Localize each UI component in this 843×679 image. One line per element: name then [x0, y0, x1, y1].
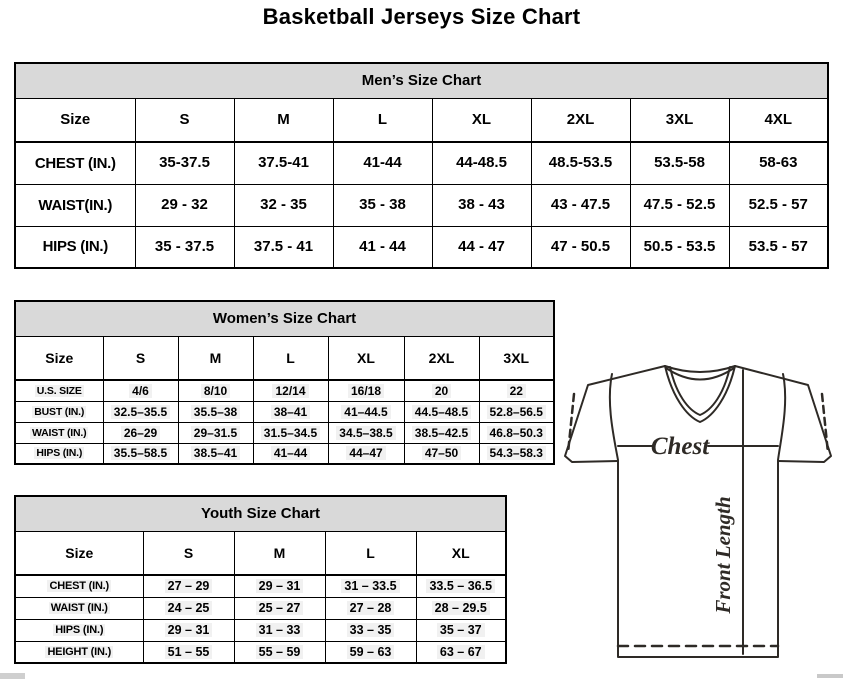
table-cell	[178, 401, 253, 422]
table-cell	[531, 226, 630, 268]
cell-value: 37.5 - 41	[253, 237, 314, 255]
table-cell	[729, 142, 828, 184]
youth-size-table	[14, 495, 507, 664]
cell-value: 24 – 25	[165, 601, 213, 615]
table-row	[15, 226, 828, 268]
table-cell	[328, 401, 404, 422]
table-cell	[253, 380, 328, 401]
cell-value: 46.8–50.3	[487, 426, 546, 440]
right-cuff-dashed-line	[822, 394, 828, 453]
table-cell	[333, 142, 432, 184]
cell-value: 44–47	[346, 446, 385, 460]
table-cell	[416, 641, 506, 663]
cell-value: 20	[432, 384, 451, 398]
cell-value: 52.5 - 57	[748, 196, 808, 213]
cell-value: 4/6	[129, 384, 152, 398]
table-cell	[479, 443, 554, 464]
cell-value: 32.5–35.5	[111, 405, 170, 419]
table-cell	[325, 619, 416, 641]
cell-value: 35 - 37.5	[154, 237, 215, 255]
table-cell	[325, 575, 416, 597]
column-header-m: M	[234, 531, 325, 575]
table-row	[15, 380, 554, 401]
row-label: HIPS (IN.)	[15, 226, 135, 268]
table-cell	[432, 142, 531, 184]
table-cell	[630, 184, 729, 226]
cell-value: 31 – 33.5	[341, 579, 399, 593]
cell-value: 29 – 31	[165, 623, 213, 637]
table-cell	[531, 142, 630, 184]
column-header-size: Size	[15, 336, 103, 380]
table-cell	[479, 422, 554, 443]
cell-value: 44-48.5	[456, 154, 507, 172]
table-row	[15, 142, 828, 184]
jersey-body-outline	[618, 461, 778, 657]
cell-value: 33.5 – 36.5	[426, 579, 495, 593]
column-header-size: Size	[15, 98, 135, 142]
cell-value: 55 – 59	[256, 645, 304, 659]
cell-value: 58-63	[759, 154, 798, 172]
column-header-3xl: 3XL	[479, 336, 554, 380]
cell-value: 33 – 35	[347, 623, 395, 637]
table-cell	[234, 619, 325, 641]
table-cell	[234, 142, 333, 184]
table-cell	[103, 380, 178, 401]
cell-value: 22	[507, 384, 526, 398]
cell-value: 47 - 50.5	[550, 237, 611, 255]
column-header-s: S	[103, 336, 178, 380]
column-header-l: L	[333, 98, 432, 142]
table-cell	[178, 422, 253, 443]
row-label: HIPS (IN.)	[15, 619, 143, 641]
cell-value: 16/18	[348, 384, 384, 398]
column-header-s: S	[135, 98, 234, 142]
cell-value: 52.8–56.5	[487, 405, 546, 419]
table-row	[15, 422, 554, 443]
cell-value: 35.5–38	[191, 405, 240, 419]
left-cuff-dashed-line	[568, 394, 574, 453]
cell-value: 50.5 - 53.5	[643, 237, 716, 255]
row-label: U.S. SIZE	[15, 380, 103, 401]
table-cell	[333, 226, 432, 268]
column-header-2xl: 2XL	[404, 336, 479, 380]
table-row	[15, 641, 506, 663]
cell-value: 53.5-58	[654, 154, 705, 172]
cell-value: 25 – 27	[256, 601, 304, 615]
table-cell	[479, 401, 554, 422]
column-header-size: Size	[15, 531, 143, 575]
cell-value: 53.5 - 57	[748, 237, 808, 255]
row-label: HIPS (IN.)	[15, 443, 103, 464]
cell-value: 34.5–38.5	[336, 426, 395, 440]
row-label: BUST (IN.)	[15, 401, 103, 422]
table-cell	[143, 619, 234, 641]
cell-value: 41-44	[363, 154, 402, 172]
table-cell	[135, 142, 234, 184]
cell-value: 28 – 29.5	[432, 601, 490, 615]
column-header-xl: XL	[328, 336, 404, 380]
row-label: WAIST(IN.)	[15, 184, 135, 226]
table-cell	[178, 443, 253, 464]
row-label: CHEST (IN.)	[15, 142, 135, 184]
row-label: WAIST (IN.)	[15, 422, 103, 443]
scrollbar-fragment-left[interactable]	[0, 673, 25, 679]
cell-value: 31 – 33	[256, 623, 304, 637]
jersey-left-armhole-seam	[610, 374, 618, 460]
table-cell	[253, 422, 328, 443]
cell-value: 35 - 38	[359, 196, 406, 213]
column-header-xl: XL	[416, 531, 506, 575]
cell-value: 41–44	[271, 446, 310, 460]
cell-value: 63 – 67	[437, 645, 485, 659]
table-cell	[253, 401, 328, 422]
row-label: WAIST (IN.)	[15, 597, 143, 619]
cell-value: 29–31.5	[191, 426, 240, 440]
table-cell	[103, 422, 178, 443]
table-row	[15, 619, 506, 641]
cell-value: 37.5-41	[258, 154, 309, 172]
cell-value: 8/10	[201, 384, 230, 398]
table-row	[15, 184, 828, 226]
cell-value: 32 - 35	[260, 196, 307, 213]
table-row	[15, 443, 554, 464]
cell-value: 48.5-53.5	[548, 154, 613, 172]
table-row	[15, 597, 506, 619]
row-label: CHEST (IN.)	[15, 575, 143, 597]
table-cell	[143, 597, 234, 619]
cell-value: 27 – 29	[165, 579, 213, 593]
cell-value: 12/14	[272, 384, 308, 398]
cell-value: 26–29	[121, 426, 160, 440]
table-cell	[630, 142, 729, 184]
jersey-measurement-diagram	[558, 358, 836, 672]
cell-value: 35 – 37	[437, 623, 485, 637]
table-cell	[103, 401, 178, 422]
cell-value: 27 – 28	[347, 601, 395, 615]
jersey-right-sleeve-outline	[735, 366, 831, 462]
column-header-m: M	[178, 336, 253, 380]
column-header-s: S	[143, 531, 234, 575]
front-length-label: Front Length	[711, 496, 735, 614]
cell-value: 35.5–58.5	[111, 446, 170, 460]
table-cell	[531, 184, 630, 226]
table-cell	[432, 184, 531, 226]
table-cell	[404, 380, 479, 401]
table-cell	[404, 401, 479, 422]
table-row	[15, 575, 506, 597]
table-cell	[729, 226, 828, 268]
table-cell	[234, 226, 333, 268]
cell-value: 38 - 43	[458, 196, 505, 213]
column-header-m: M	[234, 98, 333, 142]
cell-value: 38.5–42.5	[412, 426, 471, 440]
cell-value: 47.5 - 52.5	[643, 196, 716, 213]
table-cell	[333, 184, 432, 226]
cell-value: 43 - 47.5	[550, 196, 611, 213]
mens-size-table	[14, 62, 829, 269]
table-cell	[479, 380, 554, 401]
table-cell	[729, 184, 828, 226]
cell-value: 29 – 31	[256, 579, 304, 593]
cell-value: 38.5–41	[191, 446, 240, 460]
column-header-2xl: 2XL	[531, 98, 630, 142]
table-cell	[325, 641, 416, 663]
page-title: Basketball Jerseys Size Chart	[262, 4, 581, 29]
table-cell	[328, 443, 404, 464]
table-cell	[135, 184, 234, 226]
cell-value: 47–50	[422, 446, 461, 460]
table-cell	[234, 575, 325, 597]
table-cell	[328, 422, 404, 443]
column-header-l: L	[253, 336, 328, 380]
table-cell	[135, 226, 234, 268]
table-cell	[630, 226, 729, 268]
table-cell	[328, 380, 404, 401]
table-cell	[143, 575, 234, 597]
men-table-title: Men’s Size Chart	[15, 63, 828, 98]
table-cell	[234, 184, 333, 226]
table-cell	[234, 597, 325, 619]
cell-value: 44 - 47	[458, 237, 505, 255]
column-header-l: L	[325, 531, 416, 575]
cell-value: 35-37.5	[159, 154, 210, 172]
table-cell	[432, 226, 531, 268]
table-cell	[416, 597, 506, 619]
column-header-3xl: 3XL	[630, 98, 729, 142]
cell-value: 59 – 63	[347, 645, 395, 659]
table-cell	[416, 619, 506, 641]
table-cell	[253, 443, 328, 464]
cell-value: 29 - 32	[161, 196, 208, 213]
column-header-4xl: 4XL	[729, 98, 828, 142]
table-cell	[404, 422, 479, 443]
chest-label: Chest	[650, 433, 710, 460]
table-cell	[416, 575, 506, 597]
jersey-diagram-svg	[558, 358, 836, 672]
table-cell	[234, 641, 325, 663]
women-table-title: Women’s Size Chart	[15, 301, 554, 336]
cell-value: 38–41	[271, 405, 310, 419]
youth-table-title: Youth Size Chart	[15, 496, 506, 531]
womens-size-table	[14, 300, 555, 465]
table-row	[15, 401, 554, 422]
jersey-right-armhole-seam	[778, 374, 785, 460]
table-cell	[325, 597, 416, 619]
table-cell	[404, 443, 479, 464]
cell-value: 51 – 55	[165, 645, 213, 659]
row-label: HEIGHT (IN.)	[15, 641, 143, 663]
scrollbar-fragment-right[interactable]	[817, 674, 843, 678]
table-cell	[103, 443, 178, 464]
table-cell	[143, 641, 234, 663]
cell-value: 54.3–58.3	[487, 446, 546, 460]
cell-value: 31.5–34.5	[261, 426, 320, 440]
cell-value: 41 - 44	[359, 237, 406, 255]
jersey-collar-back-curve-1	[665, 366, 735, 372]
table-cell	[178, 380, 253, 401]
cell-value: 44.5–48.5	[412, 405, 471, 419]
column-header-xl: XL	[432, 98, 531, 142]
cell-value: 41–44.5	[341, 405, 390, 419]
